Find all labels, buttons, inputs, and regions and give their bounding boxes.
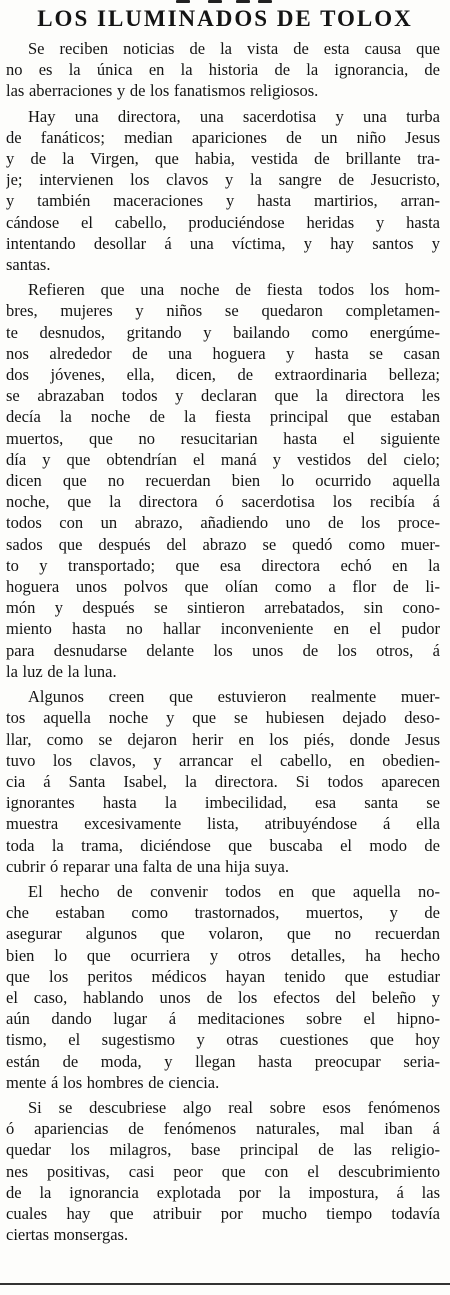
text-line: mente á los hombres de ciencia. <box>6 1072 220 1092</box>
rule-dash <box>208 0 222 3</box>
text-line: y también maceraciones y hasta martirios, arran- <box>6 191 440 211</box>
text-line: de la ignorancia explotada por la impostura, á las <box>6 1182 440 1202</box>
text-line: cándose el cabello, produciéndose heridas y hasta <box>6 212 440 232</box>
text-line: te desnudos, gritando y bailando como energúme- <box>6 322 440 342</box>
text-line: muestra excesivamente lista, atribuyéndose á ella <box>6 814 440 834</box>
text-line: miento hasta no hallar inconveniente en el pudor <box>6 619 440 639</box>
article-paragraph <box>6 686 440 877</box>
text-line: noche, que la directora ó sacerdotisa los recibía á <box>6 492 440 512</box>
text-line: asegurar algunos que volaron, que no recuerdan <box>6 924 440 944</box>
article-body <box>6 38 440 1249</box>
text-line: y de la Virgen, que habia, vestida de brillante tra- <box>6 149 440 169</box>
text-line: llar, como se dejaron herir en los piés, donde Jesus <box>6 729 440 749</box>
text-line: todos con un abrazo, añadiendo uno de los proce- <box>6 513 440 533</box>
text-line: El hecho de convenir todos en que aquella no- <box>28 881 440 901</box>
text-line: Si se descubriese algo real sobre esos fenómenos <box>28 1097 440 1117</box>
text-line: para desnudarse delante los unos de los otros, á <box>6 640 440 660</box>
rule-dash <box>176 0 190 3</box>
text-line: món y después se sintieron arrebatados, sin cono- <box>6 598 440 618</box>
top-ornament-rule <box>20 0 430 4</box>
text-line: nos alrededor de una hoguera y hasta se casan <box>6 343 440 363</box>
text-line: la luz de la luna. <box>6 661 117 681</box>
text-line: quedar los milagros, base principal de las religio- <box>6 1140 440 1160</box>
text-line: día y que obtendrían el maná y vestidos del cielo; <box>6 449 440 469</box>
text-line: toda la trama, diciéndose que buscaba el modo de <box>6 835 440 855</box>
text-line: je; intervienen los clavos y la sangre de Jesucristo, <box>6 170 440 190</box>
text-line: cubrir ó reparar una falta de una hija suya. <box>6 856 289 876</box>
text-line: intentando desollar á una víctima, y hay santos y <box>6 233 440 253</box>
text-line: dicen que no recuerdan bien lo ocurrido aquella <box>6 471 440 491</box>
article-paragraph <box>6 881 440 1093</box>
text-line: ó apariencias de fenómenos naturales, mal iban á <box>6 1119 440 1139</box>
text-line: las aberraciones y de los fanatismos religiosos. <box>6 81 319 101</box>
text-line: tos aquella noche y que se hubiesen dejado deso- <box>6 708 440 728</box>
text-line: tismo, el sugestismo y otras cuestiones que hoy <box>6 1030 440 1050</box>
text-line: che estaban como trastornados, muertos, y de <box>6 903 440 923</box>
rule-dash <box>258 0 272 3</box>
text-line: no es la única en la historia de la ignorancia, de <box>6 60 440 80</box>
text-line: bres, mujeres y niños se quedaron completamen- <box>6 301 440 321</box>
text-line: Se reciben noticias de la vista de esta causa que <box>28 39 440 58</box>
text-line: ciertas monsergas. <box>6 1225 129 1245</box>
text-line: aún dando lugar á meditaciones sobre el hipno- <box>6 1009 440 1029</box>
text-line: Algunos creen que estuvieron realmente muer- <box>28 687 440 707</box>
text-line: ignorantes hasta la imbecilidad, esa santa se <box>6 793 440 813</box>
text-line: que los peritos médicos hayan tenido que estudiar <box>6 966 440 986</box>
text-line: Refieren que una noche de fiesta todos los hom- <box>28 280 440 300</box>
text-line: muertos, que no resucitarian hasta el siguiente <box>6 428 440 448</box>
text-line: sados que después del abrazo se quedó como muer- <box>6 534 440 554</box>
text-line: cia á Santa Isabel, la directora. Si todos aparecen <box>6 771 440 791</box>
text-line: santas. <box>6 255 51 275</box>
text-line: Hay una directora, una sacerdotisa y una turba <box>28 106 440 126</box>
text-line: de fanáticos; median apariciones de un niño Jesus <box>6 127 440 147</box>
text-line: hoguera unos polvos que olían como a flor de li- <box>6 577 440 597</box>
text-line: están de moda, y llegan hasta preocupar seria- <box>6 1051 440 1071</box>
article-paragraph <box>6 106 440 276</box>
article-paragraph <box>6 1097 440 1245</box>
text-line: cuales hay que atribuir por mucho tiempo todavía <box>6 1203 440 1223</box>
text-line: el caso, hablando unos de los efectos del beleño y <box>6 987 440 1007</box>
text-line: se abrazaban todos y declaran que la directora les <box>6 386 440 406</box>
bottom-rule <box>0 1283 450 1285</box>
text-line: nes positivas, casi peor que con el descubrimiento <box>6 1161 440 1181</box>
article-paragraph <box>6 38 440 102</box>
article-title: LOS ILUMINADOS DE TOLOX <box>37 6 413 31</box>
text-line: decía la noche de la fiesta principal que estaban <box>6 407 440 427</box>
text-line: bien lo que ocurriera y otros detalles, ha hecho <box>6 945 440 965</box>
article-paragraph <box>6 279 440 682</box>
rule-dash <box>236 0 250 3</box>
text-line: tuvo los clavos, y arrancar el cabello, en obedien- <box>6 750 440 770</box>
text-line: dos jóvenes, ella, dicen, de extraordinaria belleza; <box>6 365 440 385</box>
text-line: to y transportado; que esa directora echó en la <box>6 555 440 575</box>
